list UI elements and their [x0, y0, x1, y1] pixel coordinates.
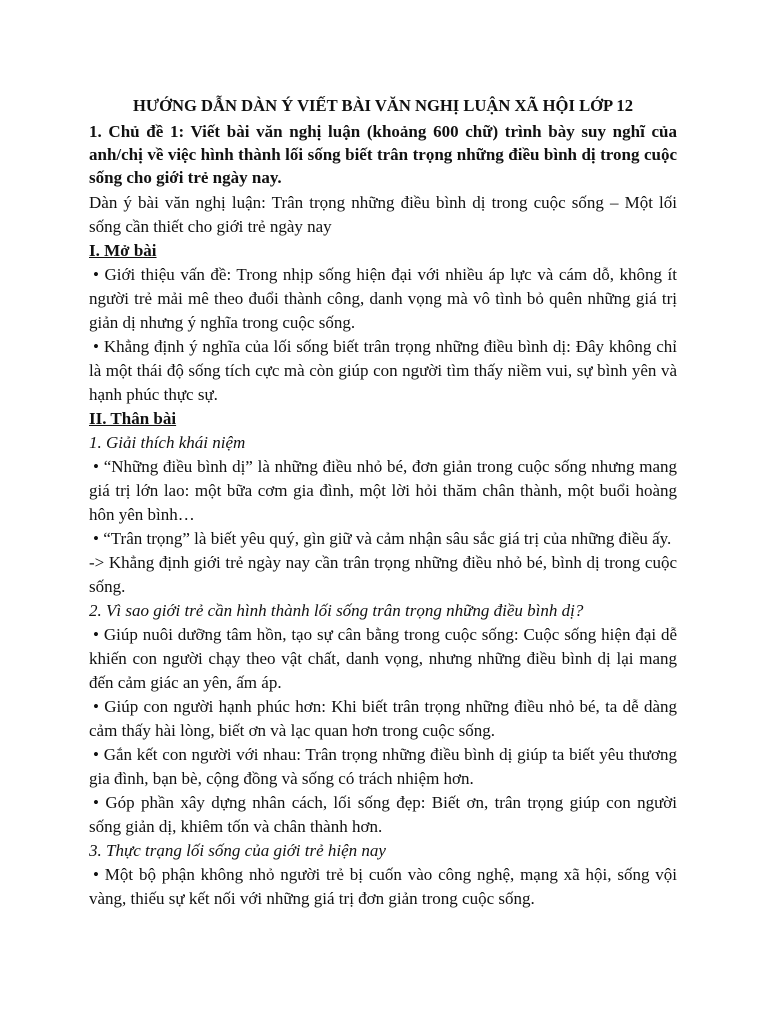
part1-conclusion: -> Khẳng định giới trẻ ngày nay cần trân trọng những điều nhỏ bé, bình dị trong cuộc sống.	[89, 553, 677, 596]
list-item: • “Trân trọng” là biết yêu quý, gìn giữ và cảm nhận sâu sắc giá trị của những điều ấy.	[93, 529, 672, 548]
list-item: • Giúp nuôi dưỡng tâm hồn, tạo sự cân bằng trong cuộc sống: Cuộc sống hiện đại dễ khiến con người chạy theo vật chất, danh vọng, nhưng những điều bình dị lại mang đến cảm giác an yên, ấm áp.	[89, 625, 677, 692]
document-page	[89, 88, 677, 911]
subheading-vi-sao: 2. Vì sao giới trẻ cần hình thành lối sống trân trọng những điều bình dị?	[89, 601, 584, 620]
list-item: • “Những điều bình dị” là những điều nhỏ bé, đơn giản trong cuộc sống nhưng mang giá trị lớn lao: một bữa cơm gia đình, một lời hỏi thăm chân thành, một buổi hoàng hôn yên bình…	[89, 457, 677, 524]
outline-intro: Dàn ý bài văn nghị luận: Trân trọng những điều bình dị trong cuộc sống – Một lối sống cần thiết cho giới trẻ ngày nay	[89, 193, 677, 236]
list-item: • Khẳng định ý nghĩa của lối sống biết trân trọng những điều bình dị: Đây không chỉ là một thái độ sống tích cực mà còn giúp con người tìm thấy niềm vui, sự bình yên và hạnh phúc thực sự.	[89, 337, 678, 404]
list-item: • Góp phần xây dựng nhân cách, lối sống đẹp: Biết ơn, trân trọng giúp con người sống giản dị, khiêm tốn và chân thành hơn.	[89, 793, 677, 836]
list-item: • Một bộ phận không nhỏ người trẻ bị cuốn vào công nghệ, mạng xã hội, sống vội vàng, thiếu sự kết nối với những giá trị đơn giản trong cuộc sống.	[89, 865, 677, 908]
topic-statement: 1. Chủ đề 1: Viết bài văn nghị luận (khoảng 600 chữ) trình bày suy nghĩ của anh/chị về việc hình thành lối sống biết trân trọng những điều bình dị trong cuộc sống cho giới trẻ ngày nay.	[89, 122, 677, 187]
list-item: • Giúp con người hạnh phúc hơn: Khi biết trân trọng những điều nhỏ bé, ta dễ dàng cảm thấy hài lòng, biết ơn và lạc quan hơn trong cuộc sống.	[89, 697, 678, 740]
list-item: • Giới thiệu vấn đề: Trong nhịp sống hiện đại với nhiều áp lực và cám dỗ, không ít người trẻ mải mê theo đuổi thành công, danh vọng mà vô tình bỏ quên những giá trị giản dị nhưng ý nghĩa trong cuộc sống.	[89, 265, 678, 332]
section-heading-mo-bai: I. Mở bài	[89, 241, 157, 260]
subheading-giai-thich: 1. Giải thích khái niệm	[89, 433, 246, 452]
list-item: • Gắn kết con người với nhau: Trân trọng những điều bình dị giúp ta biết yêu thương gia đình, bạn bè, cộng đồng và sống có trách nhiệm hơn.	[89, 745, 678, 788]
subheading-thuc-trang: 3. Thực trạng lối sống của giới trẻ hiện nay	[89, 841, 386, 860]
section-heading-than-bai: II. Thân bài	[89, 409, 177, 428]
document-title: HƯỚNG DẪN DÀN Ý VIẾT BÀI VĂN NGHỊ LUẬN XÃ HỘI LỚP 12	[132, 96, 634, 115]
